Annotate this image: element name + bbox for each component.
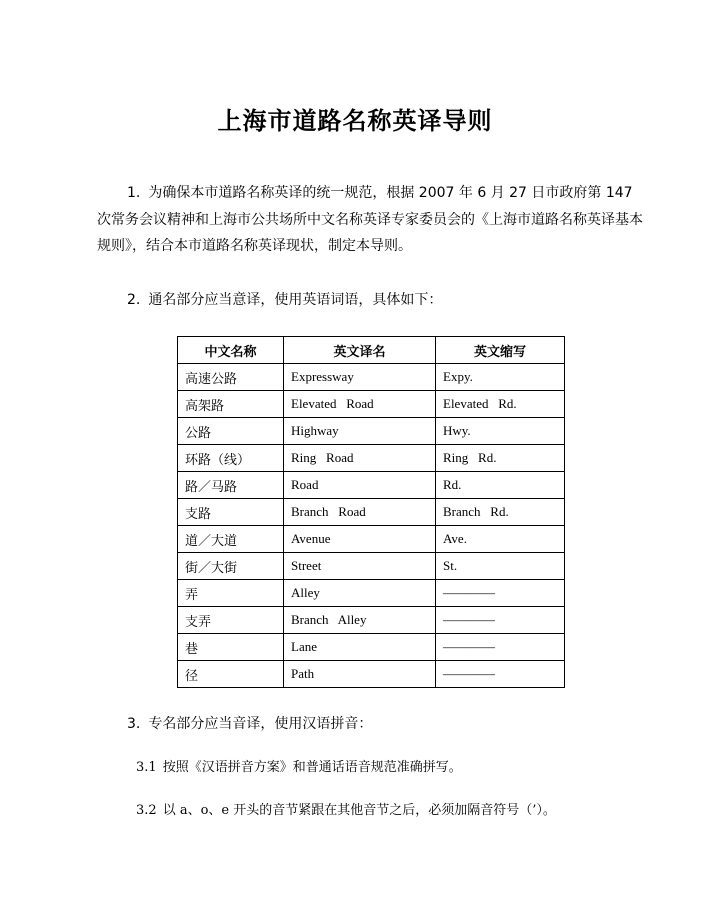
table-row: [178, 661, 565, 688]
cell-chinese-name: 支路: [178, 499, 284, 526]
header-english-name: 英文译名: [284, 337, 436, 364]
cell-chinese-name: 道／大道: [178, 526, 284, 553]
subsection-3-1-number: 3.1: [136, 760, 157, 775]
section-2-heading: [127, 290, 442, 310]
cell-english-name: Expressway: [284, 364, 436, 391]
table-row: [178, 634, 565, 661]
section-3-text: 专名部分应当音译，使用汉语拼音：: [148, 716, 373, 732]
subsection-3-2-text: 以 a、o、e 开头的音节紧跟在其他音节之后，必须加隔音符号（’）。: [162, 803, 556, 818]
section-1-number: 1.: [127, 185, 141, 201]
header-chinese-name: 中文名称: [178, 337, 284, 364]
cell-english-abbr: Expy.: [436, 364, 565, 391]
cell-english-name: Road: [284, 472, 436, 499]
cell-english-abbr: Branch Rd.: [436, 499, 565, 526]
header-english-abbr: 英文缩写: [436, 337, 565, 364]
cell-english-abbr: ————: [436, 580, 565, 607]
cell-chinese-name: 径: [178, 661, 284, 688]
cell-english-abbr: ————: [436, 661, 565, 688]
cell-english-abbr: Elevated Rd.: [436, 391, 565, 418]
section-2-number: 2.: [127, 292, 141, 308]
section-3-number: 3.: [127, 716, 141, 732]
road-name-table: [177, 336, 565, 688]
section-1-paragraph: [97, 180, 645, 260]
cell-english-abbr: Hwy.: [436, 418, 565, 445]
table-row: [178, 580, 565, 607]
section-3-heading: [127, 714, 372, 734]
cell-english-name: Street: [284, 553, 436, 580]
cell-english-name: Alley: [284, 580, 436, 607]
section-2-text: 通名部分应当意译，使用英语词语，具体如下：: [148, 292, 443, 308]
table-row: [178, 607, 565, 634]
cell-english-abbr: ————: [436, 634, 565, 661]
cell-english-name: Branch Alley: [284, 607, 436, 634]
cell-english-name: Elevated Road: [284, 391, 436, 418]
table-row: [178, 391, 565, 418]
subsection-3-2-number: 3.2: [136, 803, 157, 818]
table-row: [178, 472, 565, 499]
cell-english-abbr: Rd.: [436, 472, 565, 499]
cell-chinese-name: 高速公路: [178, 364, 284, 391]
cell-english-name: Branch Road: [284, 499, 436, 526]
cell-chinese-name: 街／大街: [178, 553, 284, 580]
cell-chinese-name: 路／马路: [178, 472, 284, 499]
subsection-3-1: [136, 758, 462, 778]
cell-chinese-name: 环路（线）: [178, 445, 284, 472]
table-row: [178, 445, 565, 472]
cell-english-name: Lane: [284, 634, 436, 661]
cell-english-abbr: Ring Rd.: [436, 445, 565, 472]
cell-english-name: Highway: [284, 418, 436, 445]
section-1-text: 为确保本市道路名称英译的统一规范，根据 2007 年 6 月 27 日市政府第 147 次常务会议精神和上海市公共场所中文名称英译专家委员会的《上海市道路名称英译基本规则》，结合本市道路名称英译现状，制定本导则。: [97, 185, 643, 254]
table-row: [178, 499, 565, 526]
table-header-row: [178, 337, 565, 364]
document-title: 上海市道路名称英译导则: [217, 106, 493, 135]
cell-english-name: Avenue: [284, 526, 436, 553]
subsection-3-1-text: 按照《汉语拼音方案》和普通话语音规范准确拼写。: [162, 760, 462, 775]
cell-english-name: Ring Road: [284, 445, 436, 472]
table-row: [178, 418, 565, 445]
table-row: [178, 364, 565, 391]
cell-chinese-name: 弄: [178, 580, 284, 607]
cell-chinese-name: 高架路: [178, 391, 284, 418]
cell-chinese-name: 公路: [178, 418, 284, 445]
cell-english-abbr: ————: [436, 607, 565, 634]
cell-english-abbr: Ave.: [436, 526, 565, 553]
cell-chinese-name: 支弄: [178, 607, 284, 634]
cell-english-name: Path: [284, 661, 436, 688]
cell-english-abbr: St.: [436, 553, 565, 580]
table-row: [178, 526, 565, 553]
table-row: [178, 553, 565, 580]
subsection-3-2: [136, 801, 556, 821]
cell-chinese-name: 巷: [178, 634, 284, 661]
